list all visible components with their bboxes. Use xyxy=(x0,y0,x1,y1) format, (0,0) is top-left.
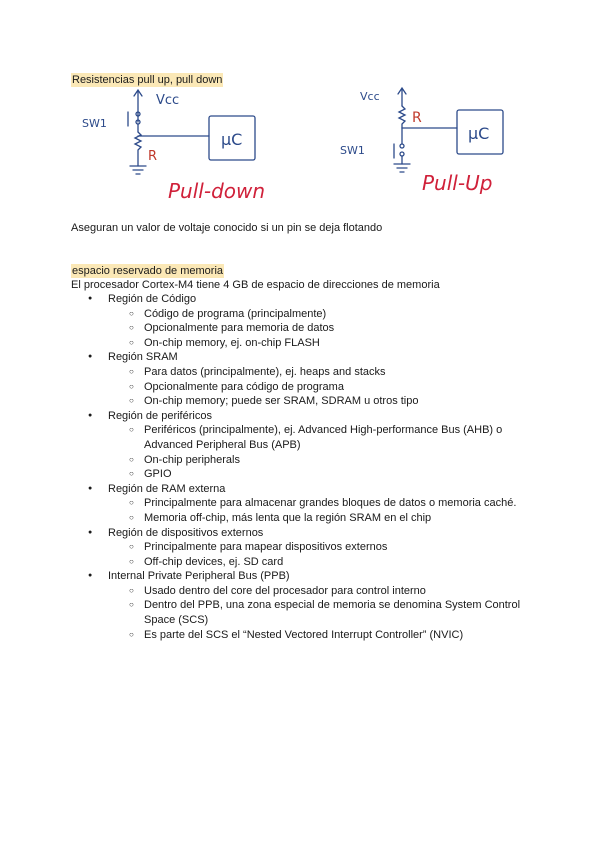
region-subitem: ○ Principalmente para mapear dispositivos externos xyxy=(108,540,541,555)
pull-resistors-description: Aseguran un valor de voltaje conocido si un pin se deja flotando xyxy=(71,222,383,234)
region-title: Internal Private Peripheral Bus (PPB) xyxy=(108,570,290,583)
region-subitem: ○ Usado dentro del core del procesador para control interno xyxy=(108,584,541,599)
section-heading-pull-resistors: Resistencias pull up, pull down xyxy=(72,74,223,86)
region-title: Región SRAM xyxy=(108,351,178,364)
region-subitem: ○ Es parte del SCS el “Nested Vectored Interrupt Controller” (NVIC) xyxy=(108,628,541,643)
pulldown-mcu-label: μC xyxy=(221,130,243,149)
region-item xyxy=(71,526,541,570)
region-item xyxy=(71,409,541,482)
pullup-switch-label: SW1 xyxy=(340,144,365,157)
region-subitem: ○ On-chip memory; puede ser SRAM, SDRAM u otros tipo xyxy=(108,394,541,409)
region-title: Región de periféricos xyxy=(108,409,212,422)
pulldown-caption: Pull-down xyxy=(168,179,266,203)
pullup-caption: Pull-Up xyxy=(422,171,493,195)
region-item xyxy=(71,482,541,526)
section-heading-memory-space: espacio reservado de memoria xyxy=(72,265,224,277)
pulldown-resistor-label: R xyxy=(148,149,158,164)
region-item xyxy=(71,350,541,408)
pullup-vcc-label: Vcc xyxy=(360,90,380,103)
pulldown-vcc-label: Vcc xyxy=(156,93,180,108)
region-subitem: ○ Periféricos (principalmente), ej. Advanced High-performance Bus (AHB) o Advanced Peripheral Bus (APB) xyxy=(108,423,541,452)
region-item xyxy=(71,569,541,642)
region-subitem: ○ Opcionalmente para memoria de datos xyxy=(108,321,541,336)
region-title: Región de dispositivos externos xyxy=(108,526,264,539)
region-subitem: ○ On-chip memory, ej. on-chip FLASH xyxy=(108,336,541,351)
region-subitem: ○ Memoria off-chip, más lenta que la región SRAM en el chip xyxy=(108,511,541,526)
region-item xyxy=(71,292,541,350)
region-subitem: ○ Opcionalmente para código de programa xyxy=(108,380,541,395)
region-title: Región de Código xyxy=(108,293,197,305)
memory-intro: El procesador Cortex-M4 tiene 4 GB de espacio de direcciones de memoria xyxy=(71,279,440,291)
region-subitem: ○ On-chip peripherals xyxy=(108,453,541,468)
region-title: Región de RAM externa xyxy=(108,482,226,495)
region-subitem: ○ Código de programa (principalmente) xyxy=(108,307,541,322)
region-subitem: ○ Off-chip devices, ej. SD card xyxy=(108,555,541,570)
pulldown-switch-label: SW1 xyxy=(82,117,107,130)
region-subitem: ○ Principalmente para almacenar grandes bloques de datos o memoria caché. xyxy=(108,496,541,511)
region-subitem: ○ GPIO xyxy=(108,467,541,482)
memory-regions-list xyxy=(71,292,541,642)
region-subitem: ○ Dentro del PPB, una zona especial de memoria se denomina System Control Space (SCS) xyxy=(108,598,541,627)
region-subitem: ○ Para datos (principalmente), ej. heaps and stacks xyxy=(108,365,541,380)
pullup-resistor-label: R xyxy=(412,110,422,126)
pull-resistor-diagram xyxy=(72,86,532,206)
pullup-mcu-label: μC xyxy=(468,124,490,143)
